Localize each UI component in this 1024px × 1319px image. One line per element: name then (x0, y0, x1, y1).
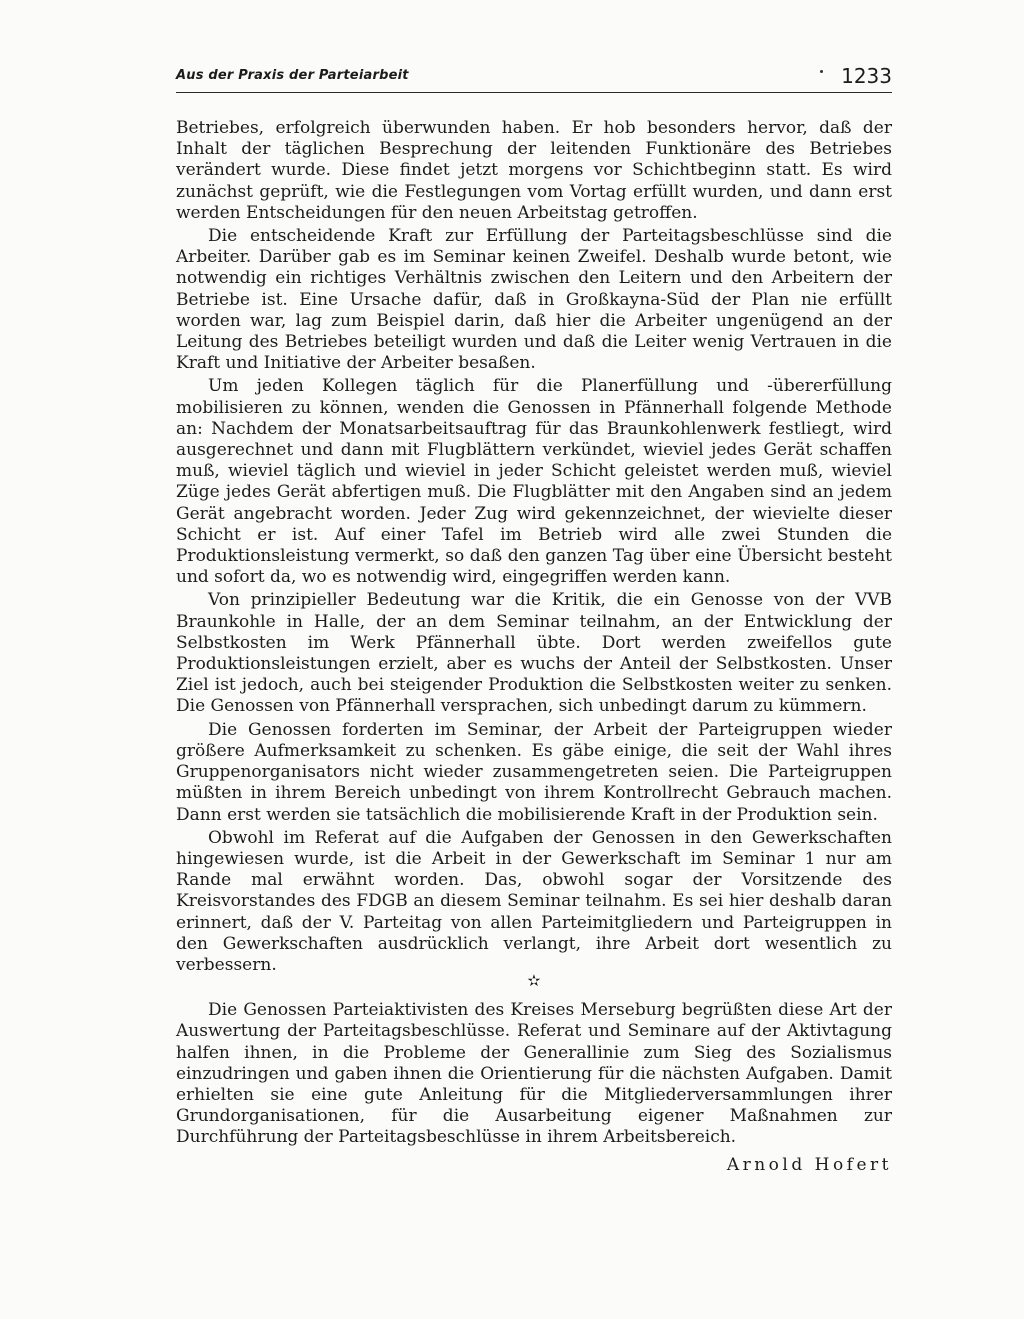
author-signature: Arnold Hofert (726, 1154, 892, 1175)
paragraph-4: Von prinzipieller Bedeutung war die Kritik, die ein Genosse von der VVB Braunkohle in Halle, der an dem Seminar teilnahm, an der Entwicklung der Selbstkosten im Werk Pfännerhall übte. Dort werden zweifellos gute Produktionsleistungen erzielt, aber es wuchs der Anteil der Selbstkosten. Unser Ziel ist jedoch, auch bei steigender Produktion die Selbstkosten weiter zu senken. Die Genossen von Pfännerhall versprachen, sich unbedingt darum zu kümmern. (176, 590, 892, 717)
header-rule (176, 92, 892, 93)
running-title: Aus der Praxis der Parteiarbeit (176, 68, 409, 83)
print-speck (820, 70, 823, 73)
paragraph-2: Die entscheidende Kraft zur Erfüllung der Parteitagsbeschlüsse sind die Arbeiter. Darüber gab es im Seminar keinen Zweifel. Deshalb wurde betont, wie notwendig ein richtiges Verhältnis zwischen den Leitern und den Arbeitern der Betriebe ist. Eine Ursache dafür, daß in Großkayna-Süd der Plan nie erfüllt worden war, lag zum Beispiel darin, daß hier die Arbeiter ungenügend an der Leitung des Betriebes beteiligt wurden und daß die Leiter wenig Vertrauen in die Kraft und Initiative der Arbeiter besaßen. (176, 226, 892, 374)
paragraph-1: Betriebes, erfolgreich überwunden haben. Er hob besonders hervor, daß der Inhalt der täglichen Besprechung der leitenden Funktionäre des Betriebes verändert wurde. Diese findet jetzt morgens vor Schichtbeginn statt. Es wird zunächst geprüft, wie die Festlegungen vom Vortag erfüllt wurden, und dann erst werden Entscheidungen für den neuen Arbeitstag getroffen. (176, 118, 892, 223)
section-ornament: ✫ (527, 971, 541, 991)
running-head (176, 64, 892, 90)
closing-paragraph: Die Genossen Parteiaktivisten des Kreises Merseburg begrüßten diese Art der Auswertung der Parteitagsbeschlüsse. Referat und Seminare auf der Aktivtagung halfen ihnen, in die Probleme der Generallinie zum Sieg des Sozialismus einzudringen und gaben ihnen die Orientierung für die nächsten Aufgaben. Damit erhielten sie eine gute Anleitung für die Mitgliederversammlungen ihrer Grundorganisationen, für die Ausarbeitung eigener Maßnahmen zur Durchführung der Parteitagsbeschlüsse in ihrem Arbeitsbereich. (176, 1000, 892, 1148)
paragraph-5: Die Genossen forderten im Seminar, der Arbeit der Parteigruppen wieder größere Aufmerksamkeit zu schenken. Es gäbe einige, die seit der Wahl ihres Gruppenorganisators nicht wieder zusammengetreten seien. Die Parteigruppen müßten in ihrem Bereich unbedingt von ihrem Kontrollrecht Gebrauch machen. Dann erst werden sie tatsächlich die mobilisierende Kraft in der Produktion sein. (176, 719, 892, 825)
page-number: 1233 (841, 64, 892, 88)
paragraph-6: Obwohl im Referat auf die Aufgaben der Genossen in den Gewerkschaften hingewiesen wurde, ist die Arbeit in der Gewerkschaft im Seminar 1 nur am Rande mal erwähnt worden. Das, obwohl sogar der Vorsitzende des Kreisvorstandes des FDGB an diesem Seminar teilnahm. Es sei hier deshalb daran erinnert, daß der V. Parteitag von allen Parteimitgliedern und Parteigruppen in den Gewerkschaften ausdrücklich verlangt, ihre Arbeit dort wesentlich zu verbessern. (176, 827, 892, 975)
article-body (176, 118, 892, 1176)
paragraph-3: Um jeden Kollegen täglich für die Planerfüllung und -übererfüllung mobilisieren zu können, wenden die Genossen in Pfännerhall folgende Methode an: Nachdem der Monatsarbeitsauftrag für das Braunkohlenwerk festliegt, wird ausgerechnet und dann mit Flugblättern verkündet, wieviel jedes Gerät schaffen muß, wieviel täglich und wieviel in jeder Schicht geleistet werden muß, wieviel Züge jedes Gerät abfertigen muß. Die Flugblätter mit den Angaben sind an jedem Gerät angebracht worden. Jeder Zug wird gekennzeichnet, der wievielte dieser Schicht er ist. Auf einer Tafel im Betrieb wird alle zwei Stunden die Produktionsleistung vermerkt, so daß den ganzen Tag über eine Übersicht besteht und sofort da, wo es notwendig wird, eingegriffen werden kann. (176, 376, 892, 588)
